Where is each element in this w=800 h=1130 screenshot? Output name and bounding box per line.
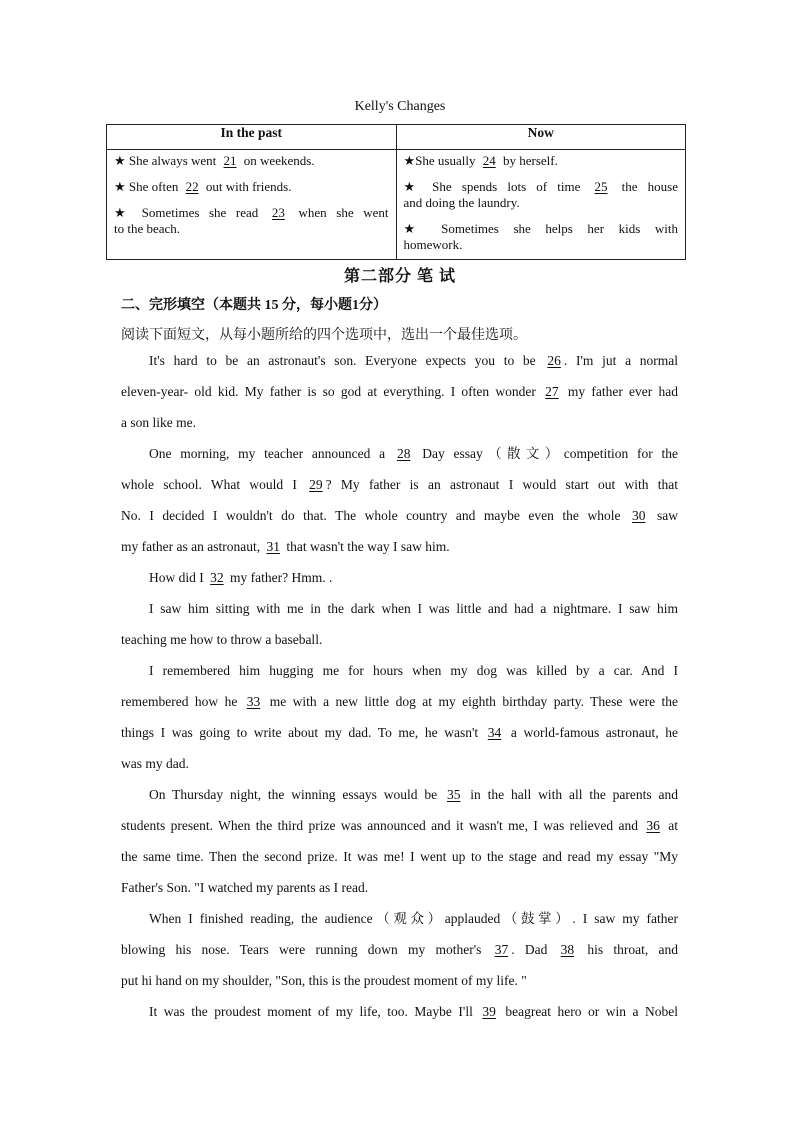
blank-number: 26 [547, 353, 561, 368]
passage-text: me with a new little dog at my eighth birthday party. These were the [263, 694, 678, 709]
passage-text: that wasn't the way I saw him. [282, 539, 450, 554]
table-text: ★She usually [403, 153, 479, 168]
passage-text: at [662, 818, 678, 833]
passage-line [121, 810, 678, 841]
table-cell-line [404, 195, 679, 211]
changes-table [106, 124, 686, 260]
passage-text: It's hard to be an astronaut's son. Everyone expects you to be [149, 353, 545, 368]
passage-line [121, 562, 678, 593]
table-text: ★ Sometimes she read [114, 205, 268, 220]
table-text: by herself. [499, 153, 558, 168]
passage-line [121, 345, 678, 376]
table-text: to the beach. [114, 221, 181, 236]
blank-number: 27 [545, 384, 559, 399]
passage-text: How did I [149, 570, 208, 585]
header-now: Now [396, 125, 686, 150]
header-past: In the past [107, 125, 397, 150]
blank-number: 37 [494, 942, 509, 957]
passage-text: I saw him sitting with me in the dark when I was little and had a nightmare. I saw him [149, 601, 678, 616]
table-title: Kelly's Changes [354, 99, 446, 114]
passage-text: teaching me how to throw a baseball. [121, 632, 323, 647]
table-cell-line [404, 179, 679, 195]
passage-line [121, 717, 678, 748]
blank-number: 28 [396, 446, 411, 461]
passage-text: remembered how he [121, 694, 244, 709]
blank-number: 31 [266, 539, 280, 554]
blank-number: 22 [185, 179, 199, 194]
passage-line [121, 779, 678, 810]
passage-text: a world-famous astronaut, he [504, 725, 678, 740]
table-text: ★ Sometimes she helps her kids with [403, 221, 678, 236]
cloze-passage [121, 345, 678, 1027]
table-text: when she went [288, 205, 389, 220]
passage-text: put hi hand on my shoulder, "Son, this is the proudest moment of my life. " [121, 973, 527, 988]
table-cell-line [114, 205, 389, 221]
passage-line [121, 934, 678, 965]
passage-text: was my dad. [121, 756, 189, 771]
blank-number: 25 [594, 179, 608, 194]
passage-text: eleven-year- old kid. My father is so god at everything. I often wonder [121, 384, 543, 399]
passage-line [121, 376, 678, 407]
cell-gap [114, 169, 389, 179]
passage-text: beagreat hero or win a Nobel [498, 1004, 678, 1019]
passage-line [121, 438, 678, 469]
blank-number: 23 [271, 205, 285, 220]
blank-number: 24 [482, 153, 496, 168]
passage-text: One morning, my teacher announced a [149, 446, 394, 461]
passage-text: When I finished reading, the audience（观众）applauded（鼓掌）. I saw my father [149, 911, 678, 926]
passage-line [121, 903, 678, 934]
passage-text: Father's Son. "I watched my parents as I read. [121, 880, 369, 895]
table-cell-line [114, 179, 389, 195]
blank-number: 38 [560, 942, 575, 957]
passage-line [121, 841, 678, 872]
cloze-subtitle: 二、完形填空（本题共 15 分，每小题1分） [121, 298, 387, 313]
passage-text: a son like me. [121, 415, 196, 430]
cloze-instruction: 阅读下面短文，从每小题所给的四个选项中，选出一个最佳选项。 [121, 328, 527, 343]
passage-text: students present. When the third prize was announced and it wasn't me, I was relieved and [121, 818, 644, 833]
table-cell-line [404, 221, 679, 237]
cell-gap [404, 211, 679, 221]
passage-text: blowing his nose. Tears were running down my mother's [121, 942, 492, 957]
passage-line [121, 655, 678, 686]
passage-line [121, 624, 678, 655]
table-cell-line [114, 153, 389, 169]
table-text: the house [611, 179, 678, 194]
cell-gap [404, 169, 679, 179]
passage-line [121, 872, 678, 903]
table-text: ★ She spends lots of time [403, 179, 591, 194]
passage-text: It was the proudest moment of my life, too. Maybe I'll [149, 1004, 480, 1019]
passage-line [121, 500, 678, 531]
passage-text: . Dad [511, 942, 558, 957]
table-text: ★ She always went [114, 153, 220, 168]
passage-text: whole school. What would I [121, 477, 307, 492]
passage-text: my father ever had [561, 384, 678, 399]
table-text: out with friends. [202, 179, 292, 194]
passage-line [121, 686, 678, 717]
section-title: 第二部分 笔 试 [343, 268, 456, 285]
past-cell [107, 150, 397, 260]
passage-line [121, 469, 678, 500]
table-text: and doing the laundry. [403, 195, 520, 210]
table-text: on weekends. [240, 153, 315, 168]
passage-text: On Thursday night, the winning essays would be [149, 787, 444, 802]
passage-line [121, 531, 678, 562]
passage-text: my father? Hmm. . [226, 570, 333, 585]
cell-gap [114, 195, 389, 205]
passage-text: my father as an astronaut, [121, 539, 264, 554]
blank-number: 21 [223, 153, 237, 168]
table-text: homework. [403, 237, 463, 252]
passage-text: ? My father is an astronaut I would start out with that [325, 477, 678, 492]
table-cell-line [404, 237, 679, 253]
passage-line [121, 748, 678, 779]
table-cell-line [404, 153, 679, 169]
passage-line [121, 965, 678, 996]
passage-line [121, 996, 678, 1027]
blank-number: 35 [446, 787, 461, 802]
blank-number: 34 [487, 725, 502, 740]
passage-text: . I'm jut a normal [563, 353, 678, 368]
passage-text: No. I decided I wouldn't do that. The whole country and maybe even the whole [121, 508, 629, 523]
blank-number: 32 [210, 570, 224, 585]
passage-text: his throat, and [577, 942, 678, 957]
passage-text: in the hall with all the parents and [463, 787, 678, 802]
passage-text: things I was going to write about my dad. To me, he wasn't [121, 725, 485, 740]
blank-number: 39 [482, 1004, 496, 1019]
table-text: ★ She often [114, 179, 182, 194]
table-cell-line [114, 221, 389, 237]
blank-number: 36 [646, 818, 660, 833]
passage-text: Day essay（散文）competition for the [413, 446, 678, 461]
passage-line [121, 593, 678, 624]
now-cell [396, 150, 686, 260]
blank-number: 29 [309, 477, 323, 492]
passage-line [121, 407, 678, 438]
passage-text: saw [648, 508, 678, 523]
blank-number: 30 [631, 508, 646, 523]
passage-text: I remembered him hugging me for hours when my dog was killed by a car. And I [149, 663, 678, 678]
passage-text: the same time. Then the second prize. It was me! I went up to the stage and read my essay "My [121, 849, 678, 864]
blank-number: 33 [246, 694, 261, 709]
